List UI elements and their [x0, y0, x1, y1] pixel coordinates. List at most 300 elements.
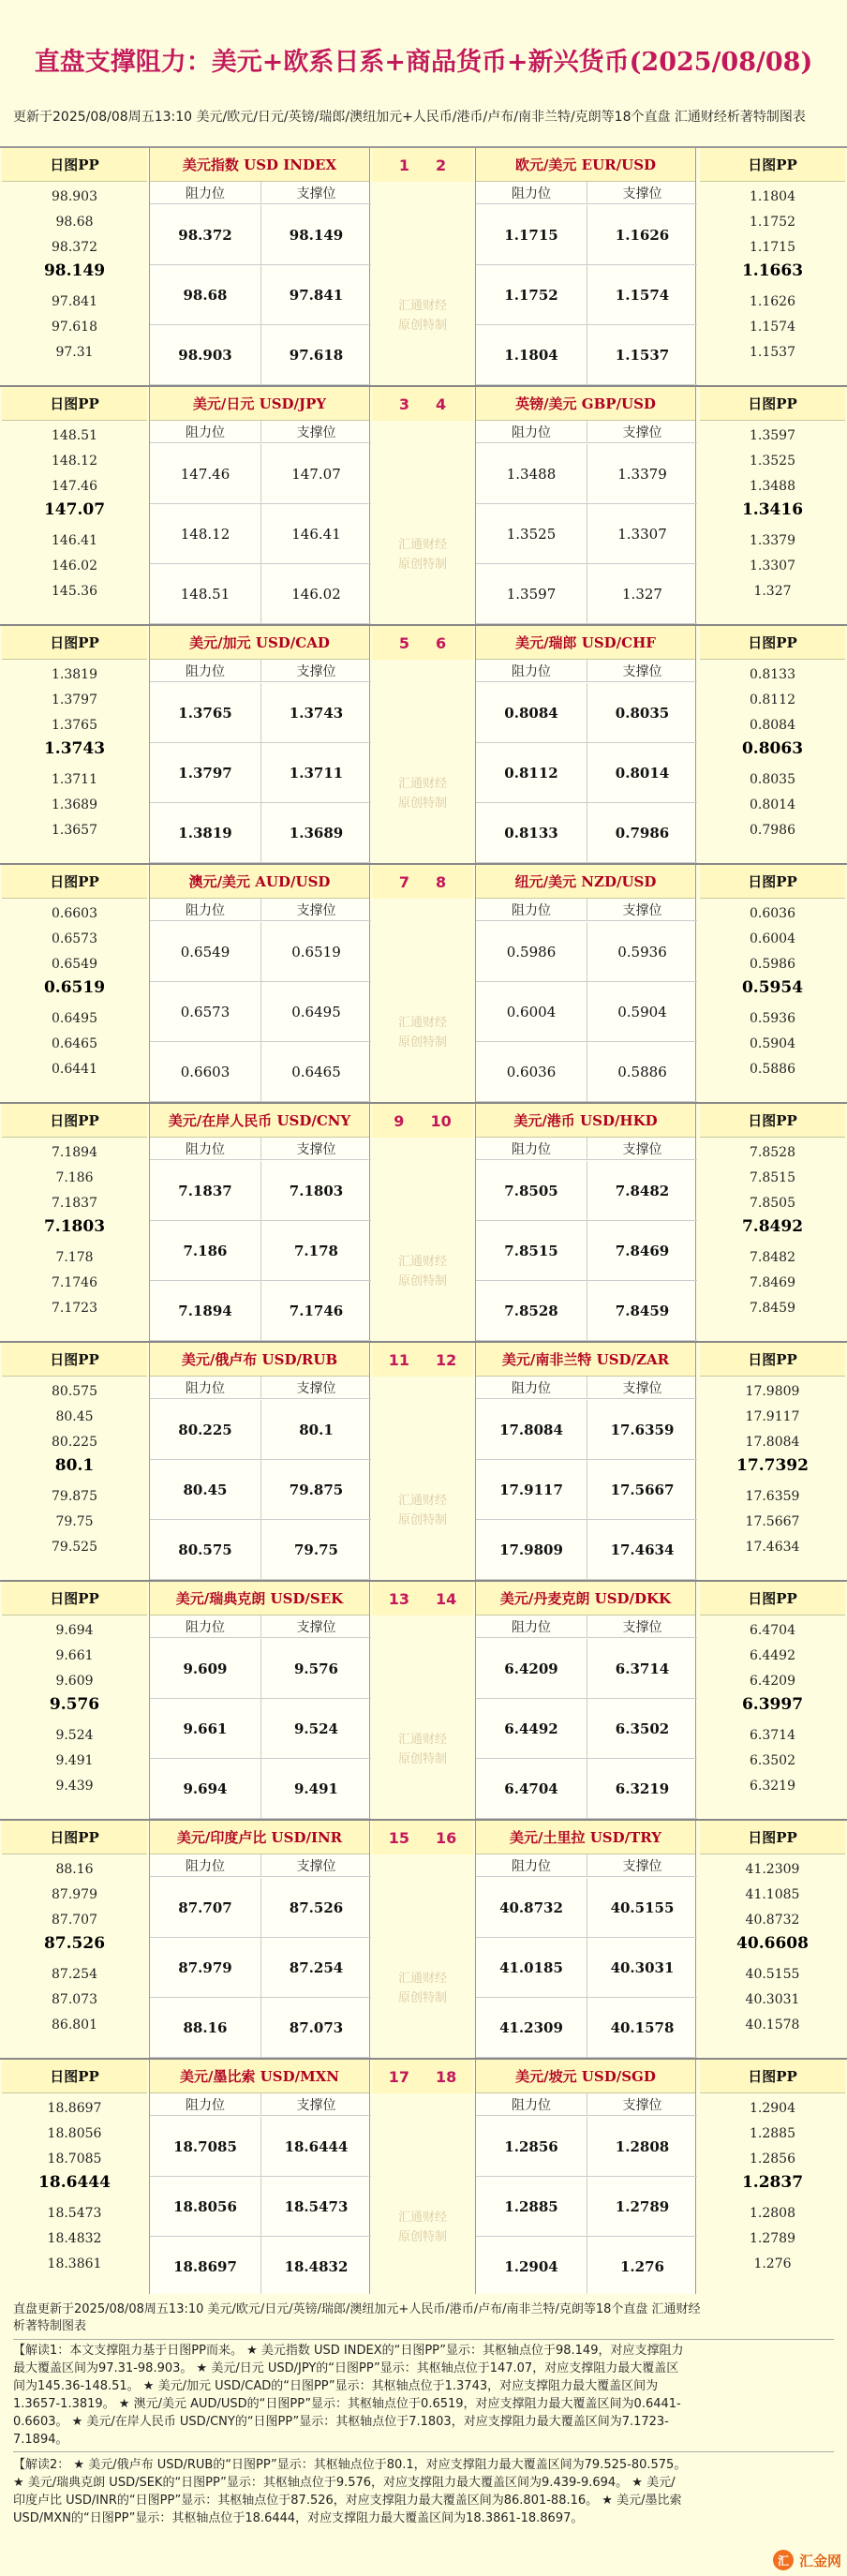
block-index	[372, 1582, 473, 1819]
pp-level-value: 0.6441	[52, 1062, 97, 1077]
resistance-value: 7.1837	[150, 1161, 260, 1221]
pp-header: 日图PP	[2, 1582, 147, 1616]
pp-header: 日图PP	[700, 387, 845, 421]
watermark-line: 原创特制	[397, 797, 447, 811]
resistance-value: 1.2904	[476, 2237, 587, 2297]
watermark-line: 汇通财经	[397, 1494, 447, 1508]
pp-level-value: 7.8459	[750, 1301, 795, 1316]
analysis-line: USD/MXN的“日图PP”显示：其枢轴点位于18.6444，对应支撑阻力最大覆盖区间为18.3861-18.8697。	[13, 2511, 584, 2525]
resistance-value: 18.8056	[150, 2177, 260, 2237]
pp-level-value: 79.875	[52, 1489, 97, 1504]
resistance-value: 98.372	[150, 205, 260, 265]
resistance-value: 6.4492	[476, 1699, 587, 1759]
resistance-header: 阻力位	[150, 1377, 260, 1399]
pp-level-value: 6.4209	[750, 1674, 795, 1689]
resistance-header: 阻力位	[150, 421, 260, 443]
resistance-value: 6.4704	[476, 1759, 587, 1819]
support-value: 97.618	[260, 325, 371, 385]
resistance-value: 0.6004	[476, 982, 587, 1042]
block-numbers	[372, 1821, 473, 1854]
pair-number: 15	[388, 1828, 409, 1847]
support-value: 6.3219	[587, 1759, 697, 1819]
watermark	[372, 1969, 473, 2008]
pp-column	[2, 148, 147, 385]
pair-number: 2	[436, 156, 447, 174]
resistance-value: 0.8084	[476, 683, 587, 743]
pp-level-value: 0.8014	[750, 797, 795, 812]
watermark-line: 原创特制	[397, 1991, 447, 2005]
pivot-point-value: 40.6608	[736, 1934, 809, 1953]
support-value: 18.5473	[260, 2177, 371, 2237]
pair-name: 英镑/美元 GBP/USD	[476, 387, 695, 421]
support-value: 9.524	[260, 1699, 371, 1759]
resistance-value: 98.903	[150, 325, 260, 385]
pp-column	[700, 1343, 845, 1580]
resistance-value: 87.707	[150, 1878, 260, 1938]
pp-level-value: 0.5986	[750, 957, 795, 972]
footer	[0, 2294, 847, 2576]
support-value: 18.4832	[260, 2237, 371, 2297]
watermark-line: 汇通财经	[397, 1972, 447, 1986]
pp-level-value: 0.6549	[52, 957, 97, 972]
pp-level-value: 146.41	[52, 533, 97, 548]
pp-level-value: 18.5473	[47, 2206, 102, 2221]
pp-level-value: 98.372	[52, 240, 97, 255]
pp-column	[700, 1821, 845, 2058]
pp-level-value: 0.6495	[52, 1011, 97, 1026]
pair-panel	[475, 1821, 696, 2058]
analysis-line: 间为145.36-148.51。 ★ 美元/加元 USD/CAD的“日图PP”显示：其枢轴点位于1.3743，对应支撑阻力最大覆盖区间为	[13, 2379, 659, 2393]
resistance-value: 1.3525	[476, 504, 587, 564]
pp-level-value: 7.186	[55, 1170, 94, 1185]
pp-level-value: 0.8133	[750, 667, 795, 682]
support-header: 支撑位	[587, 1138, 697, 1160]
pp-level-value: 87.979	[52, 1887, 97, 1902]
resistance-header: 阻力位	[476, 1138, 587, 1160]
support-header: 支撑位	[260, 1377, 371, 1399]
support-header: 支撑位	[587, 182, 697, 204]
pp-level-value: 18.7085	[47, 2152, 102, 2167]
analysis-line: 【解读2： ★ 美元/俄卢布 USD/RUB的“日图PP”显示：其枢轴点位于80.1，对应支撑阻力最大覆盖区间为79.525-80.575。	[13, 2458, 687, 2472]
pair-number: 4	[436, 395, 447, 413]
pp-level-value: 17.5667	[745, 1514, 800, 1529]
pp-level-value: 7.1723	[52, 1301, 97, 1316]
support-value: 1.1626	[587, 205, 697, 265]
pp-level-value: 1.2789	[750, 2231, 795, 2246]
pp-header: 日图PP	[2, 1821, 147, 1854]
pp-level-value: 7.1894	[52, 1145, 97, 1160]
resistance-value: 40.8732	[476, 1878, 587, 1938]
pp-level-value: 1.1574	[750, 320, 795, 335]
resistance-value: 1.3597	[476, 564, 587, 624]
pair-name: 美元/瑞典克朗 USD/SEK	[150, 1582, 369, 1616]
analysis-line: 最大覆盖区间为97.31-98.903。 ★ 美元/日元 USD/JPY的“日图PP”显示：其枢轴点位于147.07，对应支撑阻力最大覆盖区	[13, 2361, 679, 2375]
pivot-point-value: 6.3997	[741, 1695, 804, 1714]
pair-number: 18	[436, 2067, 457, 2086]
analysis-line: 0.6603。 ★ 美元/在岸人民币 USD/CNY的“日图PP”显示：其枢轴点位于7.1803，对应支撑阻力最大覆盖区间为7.1723-	[13, 2415, 669, 2429]
watermark-line: 原创特制	[397, 1274, 447, 1288]
watermark	[372, 1730, 473, 1769]
support-header: 支撑位	[587, 660, 697, 682]
watermark-line: 汇通财经	[397, 538, 447, 552]
pp-level-value: 148.12	[52, 454, 97, 469]
support-value: 1.1537	[587, 325, 697, 385]
pair-name: 美元/丹麦克朗 USD/DKK	[476, 1582, 695, 1616]
pp-level-value: 1.2885	[750, 2126, 795, 2141]
pair-block	[0, 2060, 847, 2299]
resistance-value: 1.1804	[476, 325, 587, 385]
watermark-line: 汇通财经	[397, 1733, 447, 1747]
pp-level-value: 98.903	[52, 189, 97, 204]
pp-level-value: 9.694	[55, 1623, 94, 1638]
pp-level-value: 17.4634	[745, 1540, 800, 1555]
pair-name: 美元/加元 USD/CAD	[150, 626, 369, 660]
pp-level-value: 1.3765	[52, 718, 97, 733]
support-value: 1.2789	[587, 2177, 697, 2237]
support-value: 0.5904	[587, 982, 697, 1042]
pp-level-value: 80.575	[52, 1384, 97, 1399]
pp-level-value: 7.8505	[750, 1196, 795, 1211]
resistance-header: 阻力位	[150, 899, 260, 921]
pp-level-value: 0.6603	[52, 906, 97, 921]
resistance-value: 17.9117	[476, 1460, 587, 1520]
pp-column	[700, 1104, 845, 1341]
pp-level-value: 1.2856	[750, 2152, 795, 2167]
resistance-value: 18.8697	[150, 2237, 260, 2297]
support-value: 1.3689	[260, 803, 371, 863]
pp-column	[2, 626, 147, 863]
block-numbers	[372, 2060, 473, 2093]
support-value: 1.3307	[587, 504, 697, 564]
pp-level-value: 0.8112	[750, 692, 795, 707]
pp-level-value: 17.9117	[745, 1409, 800, 1424]
block-index	[372, 1343, 473, 1580]
divider	[13, 2451, 834, 2452]
block-index	[372, 626, 473, 863]
analysis-line: ★ 美元/瑞典克朗 USD/SEK的“日图PP”显示：其枢轴点位于9.576，对应支撑阻力最大覆盖区间为9.439-9.694。 ★ 美元/	[13, 2476, 676, 2490]
pair-name: 美元指数 USD INDEX	[150, 148, 369, 182]
watermark-line: 汇通财经	[397, 777, 447, 791]
pp-level-value: 0.7986	[750, 823, 795, 838]
pp-level-value: 7.8528	[750, 1145, 795, 1160]
pair-panel	[149, 387, 370, 624]
support-value: 7.1803	[260, 1161, 371, 1221]
pair-number: 9	[394, 1111, 405, 1130]
pp-level-value: 0.5886	[750, 1062, 795, 1077]
pp-column	[2, 1104, 147, 1341]
pivot-point-value: 98.149	[43, 261, 106, 280]
pair-name: 美元/南非兰特 USD/ZAR	[476, 1343, 695, 1377]
pp-level-value: 147.46	[52, 479, 97, 494]
block-numbers	[372, 148, 473, 182]
pivot-point-value: 1.1663	[741, 261, 804, 280]
pp-level-value: 1.1752	[750, 215, 795, 230]
resistance-value: 148.12	[150, 504, 260, 564]
resistance-value: 98.68	[150, 265, 260, 325]
resistance-value: 7.1894	[150, 1281, 260, 1341]
support-value: 6.3714	[587, 1639, 697, 1699]
footer-update-line: 直盘更新于2025/08/08周五13:10 美元/欧元/日元/英镑/瑞郎/澳纽加元+人民币/港币/卢布/南非兰特/克朗等18个直盘 汇通财经	[13, 2302, 701, 2316]
pair-number: 7	[398, 872, 409, 891]
pp-level-value: 6.3714	[750, 1728, 795, 1743]
pp-level-value: 1.3307	[750, 558, 795, 573]
block-index	[372, 148, 473, 385]
support-value: 40.5155	[587, 1878, 697, 1938]
pp-level-value: 0.8084	[750, 718, 795, 733]
pp-column	[700, 626, 845, 863]
support-value: 7.8459	[587, 1281, 697, 1341]
pp-level-value: 9.491	[55, 1753, 94, 1768]
pp-level-value: 18.8697	[47, 2101, 102, 2116]
pivot-point-value: 0.8063	[741, 739, 804, 758]
resistance-value: 88.16	[150, 1998, 260, 2058]
pair-panel	[475, 387, 696, 624]
pp-level-value: 1.1715	[750, 240, 795, 255]
divider	[13, 2339, 834, 2340]
header	[0, 0, 847, 148]
support-value: 0.5936	[587, 922, 697, 982]
pair-number: 3	[398, 395, 409, 413]
pair-number: 1	[398, 156, 409, 174]
support-header: 支撑位	[260, 899, 371, 921]
pp-level-value: 1.327	[753, 584, 792, 599]
pp-level-value: 79.525	[52, 1540, 97, 1555]
pivot-point-value: 17.7392	[736, 1456, 809, 1475]
pair-panel	[149, 1821, 370, 2058]
pivot-point-value: 87.526	[43, 1934, 106, 1953]
pp-column	[700, 148, 845, 385]
pair-panel	[149, 1104, 370, 1341]
resistance-value: 1.3819	[150, 803, 260, 863]
pivot-point-value: 0.6519	[43, 978, 106, 997]
support-value: 1.2808	[587, 2117, 697, 2177]
support-value: 1.276	[587, 2237, 697, 2297]
pp-column	[700, 865, 845, 1102]
pp-header: 日图PP	[2, 865, 147, 899]
pp-header: 日图PP	[2, 387, 147, 421]
support-value: 146.02	[260, 564, 371, 624]
resistance-value: 0.8133	[476, 803, 587, 863]
pivot-point-value: 7.8492	[741, 1217, 804, 1236]
pair-block	[0, 865, 847, 1104]
support-header: 支撑位	[260, 660, 371, 682]
support-value: 80.1	[260, 1400, 371, 1460]
pair-name: 美元/瑞郎 USD/CHF	[476, 626, 695, 660]
analysis-line: 1.3657-1.3819。 ★ 澳元/美元 AUD/USD的“日图PP”显示：其枢轴点位于0.6519，对应支撑阻力最大覆盖区间为0.6441-	[13, 2397, 681, 2411]
pp-level-value: 7.1837	[52, 1196, 97, 1211]
resistance-header: 阻力位	[476, 899, 587, 921]
pair-panel	[475, 1343, 696, 1580]
pair-name: 美元/坡元 USD/SGD	[476, 2060, 695, 2093]
pp-header: 日图PP	[700, 2060, 845, 2093]
pp-level-value: 0.5904	[750, 1036, 795, 1051]
pp-level-value: 1.3711	[52, 772, 97, 787]
pp-level-value: 80.45	[55, 1409, 94, 1424]
pp-level-value: 80.225	[52, 1435, 97, 1450]
resistance-value: 7.8505	[476, 1161, 587, 1221]
pair-name: 美元/港币 USD/HKD	[476, 1104, 695, 1138]
support-header: 支撑位	[587, 1377, 697, 1399]
pair-block	[0, 1343, 847, 1582]
watermark-line: 原创特制	[397, 1035, 447, 1050]
pp-level-value: 41.1085	[745, 1887, 800, 1902]
pp-level-value: 87.254	[52, 1967, 97, 1982]
resistance-value: 80.45	[150, 1460, 260, 1520]
resistance-value: 9.661	[150, 1699, 260, 1759]
pp-level-value: 17.6359	[745, 1489, 800, 1504]
pp-column	[700, 2060, 845, 2297]
pair-name: 纽元/美元 NZD/USD	[476, 865, 695, 899]
pair-panel	[149, 1582, 370, 1819]
pair-number: 13	[388, 1589, 409, 1608]
watermark	[372, 1252, 473, 1291]
support-value: 0.5886	[587, 1042, 697, 1102]
support-value: 79.875	[260, 1460, 371, 1520]
support-value: 7.8482	[587, 1161, 697, 1221]
pp-level-value: 7.8469	[750, 1275, 795, 1290]
resistance-value: 41.0185	[476, 1938, 587, 1998]
support-value: 87.526	[260, 1878, 371, 1938]
watermark	[372, 1491, 473, 1530]
support-value: 1.3711	[260, 743, 371, 803]
pp-level-value: 40.5155	[745, 1967, 800, 1982]
pp-level-value: 40.3031	[745, 1992, 800, 2007]
block-numbers	[372, 387, 473, 421]
pair-block	[0, 387, 847, 626]
pp-level-value: 7.178	[55, 1250, 94, 1265]
support-value: 40.3031	[587, 1938, 697, 1998]
resistance-value: 147.46	[150, 444, 260, 504]
pp-level-value: 1.3689	[52, 797, 97, 812]
resistance-header: 阻力位	[150, 1616, 260, 1638]
resistance-value: 87.979	[150, 1938, 260, 1998]
resistance-value: 7.186	[150, 1221, 260, 1281]
pp-level-value: 86.801	[52, 2018, 97, 2033]
pair-panel	[475, 1104, 696, 1341]
watermark-line: 汇通财经	[397, 2211, 447, 2225]
support-value: 0.6465	[260, 1042, 371, 1102]
resistance-value: 1.1715	[476, 205, 587, 265]
support-value: 1.3743	[260, 683, 371, 743]
support-value: 17.4634	[587, 1520, 697, 1580]
pivot-point-value: 9.576	[49, 1695, 100, 1714]
resistance-value: 0.5986	[476, 922, 587, 982]
pp-header: 日图PP	[2, 1104, 147, 1138]
pp-level-value: 9.661	[55, 1648, 94, 1663]
support-value: 7.178	[260, 1221, 371, 1281]
support-value: 0.7986	[587, 803, 697, 863]
support-header: 支撑位	[260, 182, 371, 204]
pp-level-value: 0.6036	[750, 906, 795, 921]
support-header: 支撑位	[260, 2093, 371, 2116]
pair-block	[0, 1821, 847, 2060]
resistance-value: 0.6573	[150, 982, 260, 1042]
pp-level-value: 1.3597	[750, 428, 795, 443]
resistance-header: 阻力位	[150, 1854, 260, 1877]
resistance-header: 阻力位	[476, 1377, 587, 1399]
pp-level-value: 41.2309	[745, 1862, 800, 1877]
pp-header: 日图PP	[2, 1343, 147, 1377]
logo-text: 汇金网	[798, 2552, 841, 2569]
pivot-point-value: 147.07	[43, 500, 106, 519]
watermark	[372, 296, 473, 335]
pp-level-value: 40.1578	[745, 2018, 800, 2033]
support-value: 9.491	[260, 1759, 371, 1819]
pp-column	[700, 1582, 845, 1819]
support-header: 支撑位	[587, 421, 697, 443]
resistance-value: 80.575	[150, 1520, 260, 1580]
pp-level-value: 17.9809	[745, 1384, 800, 1399]
logo-icon: 汇	[773, 2550, 794, 2570]
pp-level-value: 0.6004	[750, 931, 795, 946]
support-header: 支撑位	[587, 899, 697, 921]
resistance-header: 阻力位	[476, 182, 587, 204]
pp-level-value: 17.8084	[745, 1435, 800, 1450]
pivot-point-value: 80.1	[54, 1456, 95, 1475]
pair-block	[0, 1582, 847, 1821]
pivot-point-value: 7.1803	[43, 1217, 106, 1236]
pp-header: 日图PP	[2, 148, 147, 182]
support-value: 97.841	[260, 265, 371, 325]
analysis-line: 【解读1：本文支撑阻力基于日图PP而来。 ★ 美元指数 USD INDEX的“日图PP”显示：其枢轴点位于98.149，对应支撑阻力	[13, 2344, 684, 2358]
support-value: 9.576	[260, 1639, 371, 1699]
pair-number: 16	[436, 1828, 457, 1847]
pp-column	[2, 1821, 147, 2058]
pp-level-value: 1.276	[753, 2256, 792, 2271]
resistance-value: 1.2856	[476, 2117, 587, 2177]
resistance-value: 1.3797	[150, 743, 260, 803]
resistance-value: 148.51	[150, 564, 260, 624]
pair-panel	[149, 1343, 370, 1580]
pivot-point-value: 18.6444	[38, 2173, 111, 2192]
support-value: 87.254	[260, 1938, 371, 1998]
resistance-value: 1.2885	[476, 2177, 587, 2237]
pp-header: 日图PP	[700, 1821, 845, 1854]
support-header: 支撑位	[587, 1616, 697, 1638]
support-value: 1.1574	[587, 265, 697, 325]
resistance-value: 0.6603	[150, 1042, 260, 1102]
resistance-value: 1.3488	[476, 444, 587, 504]
pair-block	[0, 148, 847, 387]
watermark	[372, 535, 473, 574]
watermark	[372, 2208, 473, 2247]
block-index	[372, 1104, 473, 1341]
resistance-value: 9.694	[150, 1759, 260, 1819]
resistance-header: 阻力位	[476, 1854, 587, 1877]
pair-number: 6	[436, 633, 447, 652]
support-value: 0.8035	[587, 683, 697, 743]
support-value: 6.3502	[587, 1699, 697, 1759]
resistance-header: 阻力位	[150, 660, 260, 682]
pp-level-value: 79.75	[55, 1514, 94, 1529]
pp-level-value: 146.02	[52, 558, 97, 573]
pp-header: 日图PP	[700, 865, 845, 899]
pp-level-value: 6.4704	[750, 1623, 795, 1638]
support-value: 79.75	[260, 1520, 371, 1580]
pp-level-value: 18.4832	[47, 2231, 102, 2246]
resistance-value: 7.8528	[476, 1281, 587, 1341]
pair-name: 欧元/美元 EUR/USD	[476, 148, 695, 182]
watermark	[372, 1013, 473, 1052]
pair-name: 澳元/美元 AUD/USD	[150, 865, 369, 899]
pp-level-value: 6.4492	[750, 1648, 795, 1663]
pp-level-value: 9.439	[55, 1779, 94, 1794]
support-header: 支撑位	[587, 2093, 697, 2116]
support-value: 98.149	[260, 205, 371, 265]
pp-level-value: 9.609	[55, 1674, 94, 1689]
resistance-header: 阻力位	[150, 1138, 260, 1160]
resistance-value: 0.6549	[150, 922, 260, 982]
